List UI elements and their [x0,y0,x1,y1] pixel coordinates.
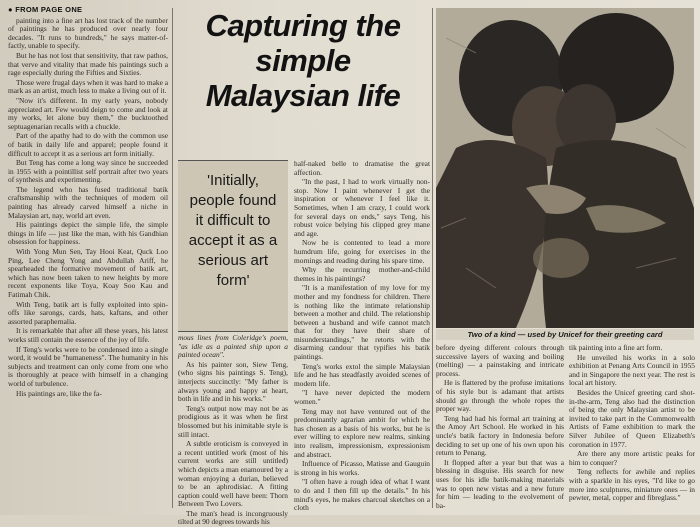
article-paragraph: But Teng has come a long way since he succeeded in 1955 with a pointillist self portrait after two years of synthesis and experimenting. [8,158,168,185]
article-paragraph: Those were frugal days when it was hard to make a mark as an artist, much less to make a living out of it. [8,77,168,96]
article-paragraph: "I often have a rough idea of what I want to do and I then fill up the details." In his mind's eyes, he makes charcoal sketches on a cloth [294,477,430,513]
article-paragraph: Now he is contented to lead a more humdrum life, going for exercises in the mornings and reading during his spare time. [294,238,430,265]
article-paragraph: Teng's output now may not be as prodigious as it was when he first blossomed but his inimitable style is still intact. [178,403,288,439]
article-paragraph: The man's head is incongruously tilted at 90 degrees towards his [178,508,288,527]
article-column-5 [569,344,695,512]
article-paragraph: He unveiled his works in a solo exhibition at Penang Arts Council in 1955 and in Singapore the next year. The rest is local art history. [569,352,695,388]
kicker-text: FROM PAGE ONE [15,5,83,14]
article-column-1 [8,6,168,512]
article-paragraph: half-naked belle to dramatise the great affection. [294,159,430,177]
painting-illustration [436,8,694,328]
article-paragraph: As his painter son, Siew Teng, (who signs his paintings S. Teng), interjects succinctly: "My father is always young and happy at heart, both in life and in his works." [178,359,288,404]
bullet-icon: ● [8,5,13,14]
article-paragraph: With Yong Mun Sen, Tay Hooi Keat, Quck Loo Ping, Lee Cheng Yong and Abdullah Ariff, he spearheaded the formative movement of batik art, which has now been taken to new heights by more recent exponents like Toya, Koay Soo Kau and Fatimah Chik. [8,247,168,299]
article-paragraph: Why the recurring mother-and-child themes in his paintings? [294,265,430,283]
article-paragraph: A subtle eroticism is conveyed in a recent untitled work (most of his current works are still untitled) which depicts a man enamoured by a woman enjoying a durian, believed to be an aphrodisiac. A fitting caption could well have been: Thorn Between Two Lovers. [178,439,288,509]
article-paragraph: If Teng's works were to be condensed into a single word, it would be "humaneness". The humanity in his subjects and treatment can only come from one who is thoroughly at peace with himself in a changing world of turbulence. [8,344,168,388]
article-paragraph: He is flattered by the profuse imitations of his style but is adamant that artists should go through the whole ropes the proper way. [436,378,564,414]
article-paragraph: His paintings depict the simple life, the simple things in life — just like the man, with his Gandhian obsession for happiness. [8,220,168,247]
article-paragraph: With Teng, batik art is fully exploited into spin-offs like sarongs, cards, hats, kaftans, and other assorted paraphernalia. [8,299,168,326]
article-paragraph: Are there any more artistic peaks for him to conquer? [569,449,695,467]
article-paragraph: tik painting into a fine art form. [569,343,663,352]
article-paragraph: But he has not lost that sensitivity, that raw pathos, that verve and vitality that made his paintings such a rage especially during the Fifties and Sixties. [8,50,168,78]
column-divider [432,8,433,508]
article-paragraph: "In the past, I had to work virtually non-stop. Now I paint whenever I get the inspiration or whenever I feel like it. Sometimes, when I am crazy, I could work for several days on ends," says Teng, his robust voice belying his clipped grey mane and age. [294,177,430,238]
headline [178,8,428,113]
article-paragraph: Part of the apathy had to do with the common use of batik in daily life and apparel; people found it difficult to accept it as a serious art form initially. [8,131,168,158]
pull-quote-text: 'Initially, people found it difficult to accept it as a serious art form' [188,172,278,289]
headline-line-1: Capturing the [205,8,401,43]
article-paragraph: mous lines from Coleridge's poem, "as idle as a painted ship upon a painted ocean". [178,333,288,360]
column-divider [172,8,173,508]
article-column-3 [294,160,430,512]
headline-line-2: simple [255,43,351,78]
kicker-label [8,6,168,15]
photo-caption: Two of a kind — used by Unicef for their greeting card [436,329,694,340]
article-paragraph: "Now it's different. In my early years, nobody appreciated art. Few would deign to come and look at my works, let alone buy them," the bucktoothed septuagenarian recalls with a chuckle. [8,95,168,131]
headline-line-3: Malaysian life [205,78,401,113]
article-paragraph: Teng may not have ventured out of the predominantly agrarian ambit for which he has chosen as a basis of his works, but he is ever willing to explore new realms, sinking into realism, impressionism, expressionism and abstract. [294,406,430,459]
article-paragraph: The legend who has fused traditional batik craftsmanship with the techniques of modern oil painting has already carved himself a niche in Malaysian art, nay, world art even. [8,184,168,220]
article-paragraph: It is remarkable that after all these years, his latest works still contain the essence of the joy of life. [8,326,168,344]
article-paragraph: It flopped after a year but that was a blessing in disguise. His search for new uses for his idle batik-making materials was to open new vistas and a new future for him — leading to the evolvement of ba- [436,457,564,510]
batik-painting-photo [436,8,694,328]
article-paragraph: Besides the Unicef greeting card shot-in-the-arm, Teng also had the distinction of being the only Malaysian artist to be invited to take part in the Commonwealth Artists of Fame exhibition to mark the Silver Jubilee of Queen Elizabeth's coronation in 1977. [569,387,695,449]
article-paragraph: Teng had had his formal art training at the Amoy Art School. He worked in his uncle's batik factory in Indonesia before deciding to set up one of his own upon his return to Penang. [436,413,564,458]
article-paragraph: Teng reflects for awhile and replies with a sparkle in his eyes, "I'd like to go more into sculptures, miniature ones — in pewter, metal, copper and fibreglass." [569,467,695,503]
article-paragraph: "It is a manifestation of my love for my mother and my fondness for children. There is nothing like the intimate relationship between a mother and child. The relationship between a husband and wife cannot match that for they have their share of misunderstandings," he retorts with the disarming candour that typifies his batik paintings. [294,283,430,362]
article-column-4 [436,344,564,512]
article-paragraph: "I have never depicted the modern women." [294,388,430,407]
article-paragraph: Influence of Picasso, Matisse and Gauguin is strong in his works. [294,459,430,477]
article-paragraph: His paintings are, like the fa- [16,388,102,398]
article-column-2 [178,333,288,527]
pull-quote-box [178,160,288,332]
article-paragraph: before dyeing different colours through successive layers of waxing and boiling (melting) — a painstaking and intricate process. [436,343,564,378]
article-paragraph: painting into a fine art has lost track of the number of paintings he has produced over nearly four decades. "It runs to hundreds," he says matter-of-factly, unable to specify. [8,15,168,51]
article-paragraph: Teng's works extol the simple Malaysian life and he has steadfastly avoided scenes of modern life. [294,361,430,388]
